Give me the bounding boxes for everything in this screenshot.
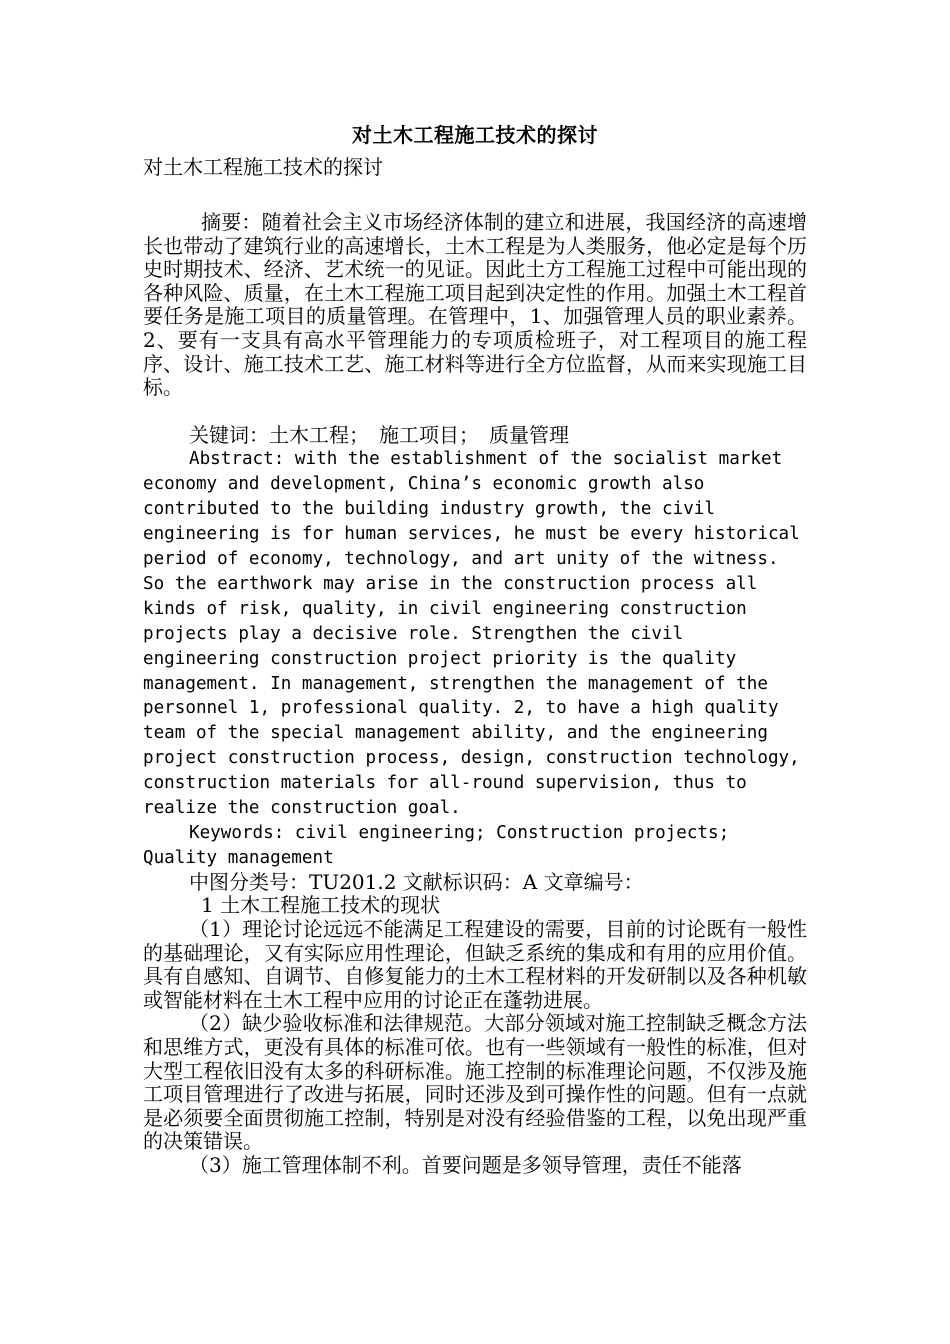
abstract-english: Abstract: with the establishment of the socialist market economy and development, China’s economic growth also contributed to the building industry growth, the civil engineering is for human services, he must be every historical period of economy, technology, and art unity of the witness. So the earthwork may arise in the construction process all kinds of risk, quality, in civil engineering construction projects play a decisive role. Strengthen the civil engineering construction project priority is the quality management. In management, strengthen the management of the personnel 1, professional quality. 2, to have a high quality team of the special management ability, and the engineering project construction process, design, construction technology, construction materials for all-round supervision, thus to realize the construction goal. [143,449,811,819]
keywords-chinese: 关键词：土木工程； 施工项目； 质量管理 [189,422,569,447]
document-page [143,117,811,1177]
document-title: 对土木工程施工技术的探讨 [352,123,598,147]
section-heading: 1 土木工程施工技术的现状 [201,893,441,918]
classification-line: 中图分类号：TU201.2 文献标识码：A 文章编号： [189,869,644,894]
keywords-english: Keywords: civil engineering; Construction projects; Quality management [143,822,740,868]
document-subtitle: 对土木工程施工技术的探讨 [143,155,383,179]
paragraph-1: （1）理论讨论远远不能满足工程建设的需要，目前的讨论既有一般性的基础理论，又有实际应用性理论，但缺乏系统的集成和有用的应用价值。具有自感知、自调节、自修复能力的土木工程材料的开发研制以及各种机敏或智能材料在土木工程中应用的讨论正在蓬勃进展。 [143,916,807,1012]
abstract-chinese: 摘要：随着社会主义市场经济体制的建立和进展，我国经济的高速增长也带动了建筑行业的高速增长，土木工程是为人类服务，他必定是每个历史时期技术、经济、艺术统一的见证。因此土方工程施工过程中可能出现的各种风险、质量，在土木工程施工项目起到决定性的作用。加强土木工程首要任务是施工项目的质量管理。在管理中，1、加强管理人员的职业素养。2、要有一支具有高水平管理能力的专项质检班子，对工程项目的施工程序、设计、施工技术工艺、施工材料等进行全方位监督，从而来实现施工目标。 [143,210,807,400]
paragraph-3: （3）施工管理体制不利。首要问题是多领导管理，责任不能落 [189,1152,742,1177]
paragraph-2: （2）缺少验收标准和法律规范。大部分领域对施工控制缺乏概念方法和思维方式，更没有具体的标准可依。也有一些领域有一般性的标准，但对大型工程依旧没有太多的科研标准。施工控制的标准理论问题，不仅涉及施工项目管理进行了改进与拓展，同时还涉及到可操作性的问题。但有一点就是必须要全面贯彻施工控制，特别是对没有经验借鉴的工程，以免出现严重的决策错误。 [143,1011,807,1154]
